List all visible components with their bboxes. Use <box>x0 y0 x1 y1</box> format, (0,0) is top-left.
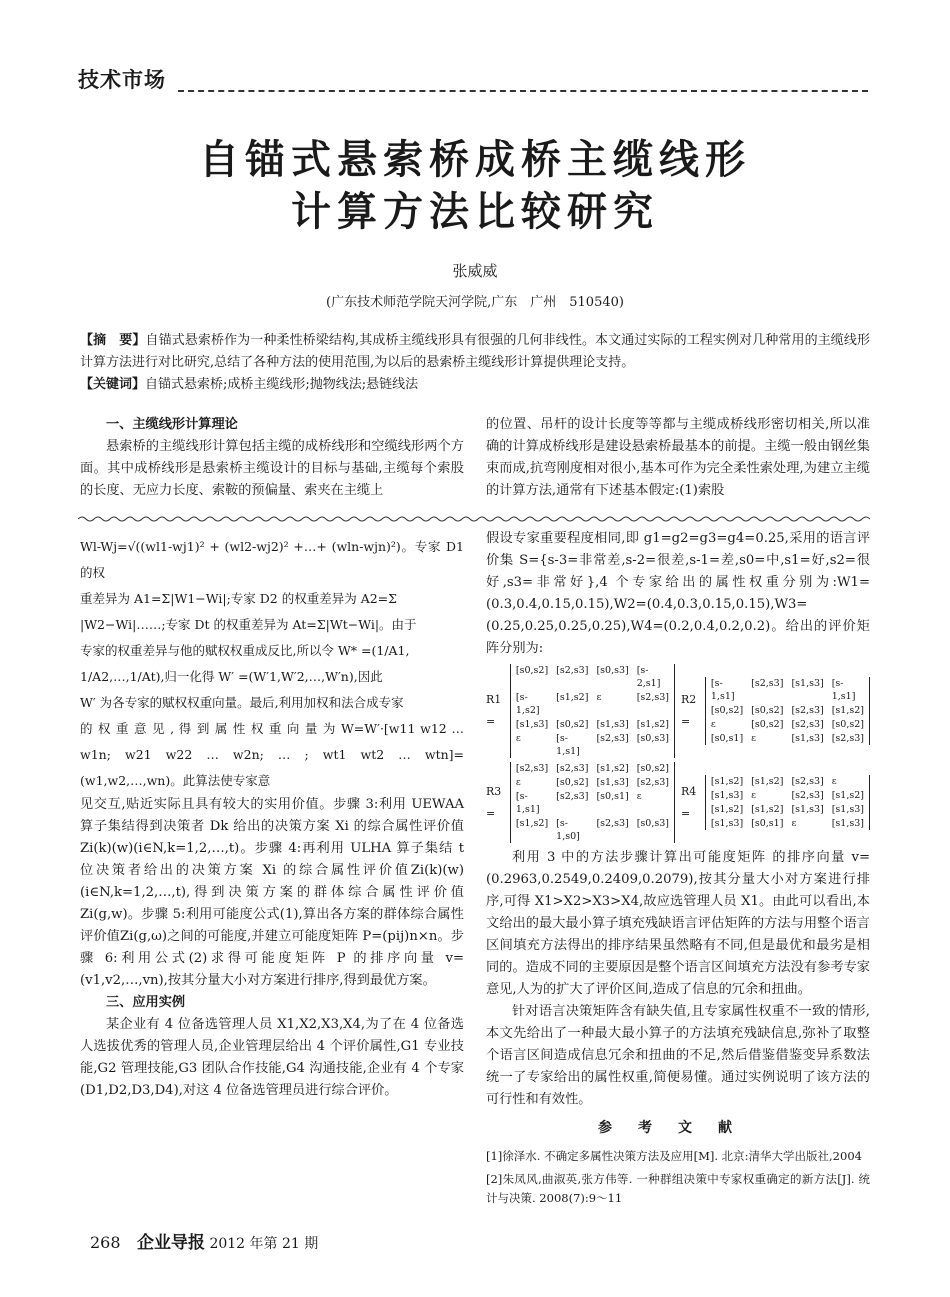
matrix-cell: [s2,s3] <box>791 719 824 730</box>
matrix-cell: ε <box>515 733 521 744</box>
matrix-cell: [s2,s3] <box>791 776 824 787</box>
paper-title-line2: 计算方法比较研究 <box>291 188 659 235</box>
abstract-text: 自锚式悬索桥作为一种柔性桥梁结构,其成桥主缆线形具有很强的几何非线性。本文通过实际的工程实例对几种常用的主缆线形计算方法进行对比研究,总结了各种方法的使用范围,为以后的悬索桥主缆线形计算提供理论支持。 <box>80 333 870 370</box>
upper-right-column <box>486 414 870 502</box>
matrix-cell: [s2,s3] <box>636 777 669 788</box>
matrix-cell: [s-1,s1] <box>556 733 580 757</box>
formula-line-6: W′ 为各专家的赋权权重向量。最后,利用加权和法合成专家 <box>80 695 404 710</box>
matrix-cell: [s1,s3] <box>791 678 824 689</box>
matrix-cell: [s0,s1] <box>710 733 744 744</box>
formula-line-2: 重差异为 A1=Σ|W1−Wi|;专家 D2 的权重差异为 A2=Σ <box>80 591 397 606</box>
formula-line-4: 专家的权重差异与他的赋权权重成反比,所以令 W* =(1/A1, <box>80 643 410 658</box>
magazine-name: 企业导报 <box>137 1233 205 1253</box>
keywords-text: 自锚式悬索桥;成桥主缆线形;抛物线法;悬链线法 <box>145 377 419 392</box>
matrix-cell: [s-1,s2] <box>515 692 540 716</box>
matrix-cell: [s1,s3] <box>791 804 824 815</box>
matrix-cell: [s1,s2] <box>596 763 629 774</box>
matrix-row-2 <box>486 762 870 843</box>
matrix-r2-label: R2 = <box>681 693 697 728</box>
section-heading-1: 一、主缆线形计算理论 <box>106 417 238 432</box>
matrix-cell: [s1,s3] <box>791 733 824 744</box>
section-tag: 技术市场 <box>78 68 166 92</box>
matrix-cell: [s-1,s1] <box>831 678 856 702</box>
matrix-cell: [s1,s2] <box>556 692 589 703</box>
matrix-cell: [s0,s2] <box>831 719 864 730</box>
matrix-cell: [s2,s3] <box>831 733 864 744</box>
matrix-cell: [s-1,s1] <box>710 678 735 702</box>
assumption-paragraph: 假设专家重要程度相同,即 g1=g2=g3=g4=0.25,采用的语言评价集 S={s-3=非常差,s-2=很差,s-1=差,s0=中,s1=好,s2=很好,s3=非常好},4 个专家给出的属性权重分别为:W1=(0.3,0.4,0.15,0.15),W2=(0.4,0.3,0.15,0.15),W3=(0.25,0.25,0.25,0.25),W4=(0.2,0.4,0.2,0.2)。给出的评价矩阵分别为: <box>486 531 870 656</box>
matrix-cell: [s2,s3] <box>556 791 589 802</box>
references-heading: 参考文献 <box>598 1120 758 1136</box>
matrix-row-1 <box>486 664 870 758</box>
matrix-cell: [s-1,s1] <box>515 791 540 815</box>
reference-item: [2]朱凤风,曲淑英,张方伟等. 一种群组决策中专家权重确定的新方法[J]. 统计与决策. 2008(7):9～11 <box>486 1172 870 1205</box>
page-number: 268 <box>90 1233 121 1252</box>
keywords-label: 【关键词】 <box>80 377 146 392</box>
matrix-r1-label: R1 = <box>486 693 502 728</box>
section-heading-3: 三、应用实例 <box>106 995 186 1010</box>
matrix-cell: ε <box>710 719 716 730</box>
matrix-cell: ε <box>831 776 837 787</box>
matrix-cell: [s0,s2] <box>556 719 589 730</box>
matrix-cell: [s2,s3] <box>636 692 669 703</box>
matrix-cell: ε <box>751 790 757 801</box>
formula-line-5: 1/A2,…,1/At),归一化得 W′ =(W′1,W′2,…,W′n),因此 <box>80 669 383 684</box>
matrix-r4-label: R4 = <box>681 784 697 820</box>
matrix-cell: [s1,s2] <box>751 776 784 787</box>
references-list <box>486 1147 870 1208</box>
steps-paragraph: 见交互,贴近实际且具有较大的实用价值。步骤 3:利用 UEWAA 算子集结得到决策者 Dk 给出的决策方案 Xi 的综合属性评价值Zi(k)(w)(i∈N,k=1,2,…,t)。步骤 4:再利用 ULHA 算子集结 t 位决策者给出的决策方案 Xi 的综合属性评价值Zi(k)(w)(i∈N,k=1,2,…,t),得到决策方案的群体综合属性评价值 Zi(g,w)。步骤 5:利用可能度公式(1),算出各方案的群体综合属性评价值Zi(g,ω)之间的可能度,并建立可能度矩阵 P=(pij)n×n。步骤 6:利用公式(2)求得可能度矩阵 P 的排序向量 v=(v1,v2,…,vn),按其分量大小对方案进行排序,得到最优方案。 <box>80 797 464 988</box>
upper-right-paragraph: 的位置、吊杆的设计长度等等都与主缆成桥线形密切相关,所以准确的计算成桥线形是建设悬索桥最基本的前提。主缆一般由钢丝集束而成,抗弯刚度相对很小,基本可作为完全柔性索处理,为建立主缆的计算方法,通常有下述基本假定:(1)索股 <box>486 417 870 498</box>
matrix-cell: [s0,s3] <box>636 818 669 829</box>
matrix-cell: [s0,s2] <box>710 705 744 716</box>
matrix-cell: [s2,s3] <box>556 763 589 774</box>
matrix-cell: [s1,s2] <box>515 818 549 829</box>
matrix-cell: [s0,s2] <box>636 763 669 774</box>
matrix-cell: [s1,s3] <box>831 804 864 815</box>
formula-line-1: Wl-Wj=√((wl1-wj1)² + (wl2-wj2)² +…+ (wln-wjn)²)。专家 D1 的权 <box>80 539 464 580</box>
keywords <box>80 374 870 396</box>
affiliation: (广东技术师范学院天河学院,广东 广州 510540) <box>326 295 624 310</box>
lower-right-column <box>486 528 870 1212</box>
abstract <box>80 330 870 374</box>
matrix-cell: [s1,s3] <box>596 719 629 730</box>
matrix-cell: [s0,s2] <box>751 719 784 730</box>
result-paragraph: 利用 3 中的方法步骤计算出可能度矩阵 的排序向量 v=(0.2963,0.2549,0.2409,0.2079),按其分量大小对方案进行排序,可得 X1>X2>X3>X4,故应选管理人员 X1。由此可以看出,本文给出的最大最小算子填充残缺语言评估矩阵的方法与用整个语言区间填充方法得出的排序结果虽然略有不同,但是最优和最劣是相同的。造成不同的主要原因是整个语言区间填充方法没有参考专家意见,人为的扩大了评价区间,造成了信息的冗余和扭曲。 <box>486 850 870 997</box>
matrix-r3 <box>510 762 675 843</box>
matrix-cell: [s-2,s1] <box>636 665 661 689</box>
matrix-r1 <box>510 664 675 758</box>
matrix-cell: [s2,s3] <box>556 665 589 676</box>
matrix-cell: [s1,s3] <box>596 777 629 788</box>
formula-line-3: |W2−Wi|……;专家 Dt 的权重差异为 At=Σ|Wt−Wi|。由于 <box>80 617 417 632</box>
matrix-cell: [s2,s3] <box>596 818 629 829</box>
upper-left-column <box>80 414 464 502</box>
matrix-cell: [s2,s3] <box>596 733 629 744</box>
reference-item: [1]徐泽水. 不确定多属性决策方法及应用[M]. 北京:清华大学出版社,2004 <box>486 1149 862 1163</box>
matrix-cell: [s1,s3] <box>831 818 864 829</box>
matrix-cell: [s2,s3] <box>791 790 824 801</box>
conclusion-paragraph: 针对语言决策矩阵含有缺失值,且专家属性权重不一致的情形,本文先给出了一种最大最小算子的方法填充残缺信息,弥补了取整个语言区间造成信息冗余和扭曲的不足,然后借鉴借鉴变异系数法统一了专家给出的属性权重,简便易懂。通过实例说明了该方法的可行性和有效性。 <box>486 1004 870 1107</box>
page-footer <box>90 1228 318 1253</box>
matrix-cell: ε <box>751 733 757 744</box>
matrix-cell: [s1,s3] <box>710 818 744 829</box>
matrix-cell: [s1,s2] <box>710 776 744 787</box>
matrix-cell: [s1,s3] <box>710 790 744 801</box>
header-rule <box>178 90 868 92</box>
matrix-cell: [s2,s3] <box>515 763 549 774</box>
matrix-cell: [s1,s3] <box>515 719 549 730</box>
matrix-cell: [s0,s1] <box>751 818 784 829</box>
formula-line-7: 的 权 重 意 见 , 得 到 属 性 权 重 向 量 为 W=W′·[w11 w12 … w1n; w21 w22 … w2n; … ; wt1 wt2 … wtn]=(w1,w2,…,wn)。此算法使专家意 <box>80 721 464 788</box>
paper-title-line1: 自锚式悬索桥成桥主缆线形 <box>199 136 751 183</box>
matrix-cell: [s1,s2] <box>831 790 864 801</box>
abstract-label: 【摘 要】 <box>80 333 146 348</box>
matrix-cell: [s0,s3] <box>596 665 629 676</box>
lower-left-column <box>80 534 464 1102</box>
example-paragraph: 某企业有 4 位备选管理人员 X1,X2,X3,X4,为了在 4 位备选人选拔优秀的管理人员,企业管理层给出 4 个评价属性,G1 专业技能,G2 管理技能,G3 团队合作技能,G4 沟通技能,企业有 4 个专家(D1,D2,D3,D4),对这 4 位备选管理员进行综合评价。 <box>80 1017 464 1098</box>
issue-info: 2012 年第 21 期 <box>209 1236 319 1252</box>
matrix-cell: [s2,s3] <box>751 678 784 689</box>
matrix-cell: [s2,s3] <box>791 705 824 716</box>
matrix-cell: ε <box>596 692 602 703</box>
matrix-cell: [s0,s2] <box>556 777 589 788</box>
matrix-r2 <box>705 677 870 745</box>
matrix-cell: [s-1,s0] <box>556 818 580 842</box>
matrix-cell: ε <box>791 818 797 829</box>
wavy-divider <box>78 515 870 523</box>
matrix-cell: [s1,s2] <box>710 804 744 815</box>
matrix-cell: ε <box>636 791 642 802</box>
upper-left-paragraph: 悬索桥的主缆线形计算包括主缆的成桥线形和空缆线形两个方面。其中成桥线形是悬索桥主缆设计的目标与基础,主缆每个索股的长度、无应力长度、索鞍的预偏量、索夹在主缆上 <box>80 439 464 498</box>
matrix-cell: [s1,s2] <box>636 719 669 730</box>
matrix-cell: [s0,s3] <box>636 733 669 744</box>
matrix-r3-label: R3 = <box>486 784 502 820</box>
matrix-cell: ε <box>515 777 521 788</box>
matrix-cell: [s1,s2] <box>831 705 864 716</box>
matrix-cell: [s0,s2] <box>751 705 784 716</box>
matrix-cell: [s0,s1] <box>596 791 629 802</box>
author: 张威威 <box>452 262 498 280</box>
matrix-cell: [s0,s2] <box>515 665 549 676</box>
matrix-r4 <box>705 775 870 830</box>
matrix-cell: [s1,s2] <box>751 804 784 815</box>
